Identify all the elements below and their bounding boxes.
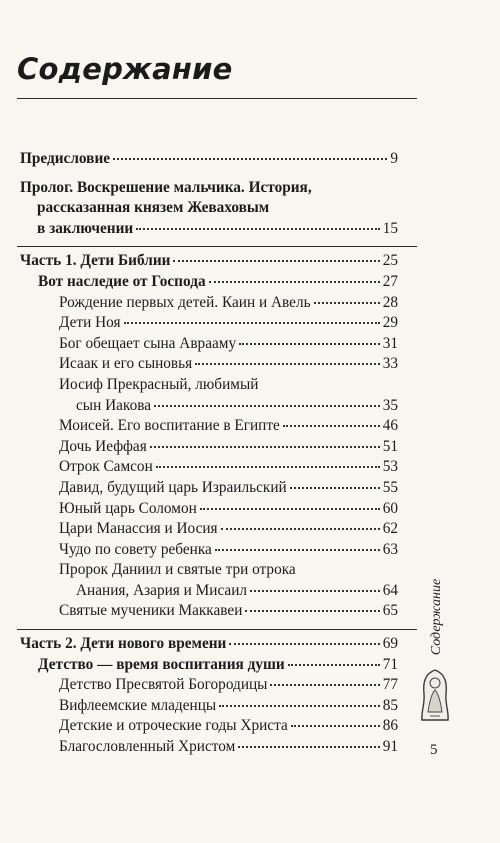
section-rule: [17, 246, 417, 247]
toc-entry-line: Пророк Даниил и святые три отрока: [59, 561, 296, 579]
running-head: Содержание: [429, 578, 444, 656]
toc-entry[interactable]: Моисей. Его воспитание в Египте 46: [59, 417, 398, 435]
toc-entry-line: Иосиф Прекрасный, любимый: [59, 375, 259, 393]
toc-entry-line: Пролог. Воскрешение мальчика. История,: [20, 178, 312, 196]
toc-entry[interactable]: Вифлеемские младенцы 85: [59, 696, 398, 714]
toc-entry[interactable]: Дети Ноя 29: [59, 314, 398, 332]
toc-entry[interactable]: Детские и отроческие годы Христа 86: [59, 717, 398, 735]
toc-entry[interactable]: Часть 2. Дети нового времени 69: [20, 635, 398, 653]
toc-entry[interactable]: Давид, будущий царь Израильский 55: [59, 478, 398, 496]
toc-entry[interactable]: Детство Пресвятой Богородицы 77: [59, 676, 398, 694]
toc-entry[interactable]: Детство — время воспитания души 71: [38, 655, 398, 673]
table-of-contents: [20, 149, 398, 758]
toc-entry-line: рассказанная князем Жеваховым: [37, 199, 270, 217]
toc-entry[interactable]: Отрок Самсон 53: [59, 458, 398, 476]
page-number: 5: [430, 742, 438, 758]
toc-entry[interactable]: Святые мученики Маккавеи 65: [59, 602, 398, 620]
page-title: Содержание: [17, 52, 233, 86]
toc-entry[interactable]: Вот наследие от Господа 27: [38, 272, 398, 290]
section-rule: [17, 629, 417, 630]
toc-entry[interactable]: Пролог. Воскрешение мальчика. История, рассказанная князем Жеваховым в заключении 15: [20, 178, 398, 237]
toc-entry[interactable]: Рождение первых детей. Каин и Авель 28: [59, 293, 398, 311]
icon-emblem-graphic: [418, 668, 452, 724]
toc-entry[interactable]: Исаак и его сыновья 33: [59, 355, 398, 373]
toc-entry[interactable]: Иосиф Прекрасный, любимый сын Иакова 35: [20, 375, 398, 416]
icon-emblem: [418, 668, 452, 729]
toc-entry[interactable]: Пророк Даниил и святые три отрока Анания, Азария и Мисаил 64: [20, 560, 398, 601]
toc-entry[interactable]: Бог обещает сына Аврааму 31: [59, 334, 398, 352]
toc-entry[interactable]: Предисловие 9: [20, 150, 398, 167]
toc-entry[interactable]: Часть 1. Дети Библии 25: [20, 252, 398, 270]
toc-entry[interactable]: Благословленный Христом 91: [59, 738, 398, 756]
toc-entry[interactable]: Юный царь Соломон 60: [59, 499, 398, 517]
toc-entry[interactable]: Чудо по совету ребенка 63: [59, 540, 398, 558]
toc-entry[interactable]: Дочь Иеффая 51: [59, 437, 398, 455]
title-rule: [17, 98, 417, 99]
toc-entry[interactable]: Цари Манассия и Иосия 62: [59, 520, 398, 538]
